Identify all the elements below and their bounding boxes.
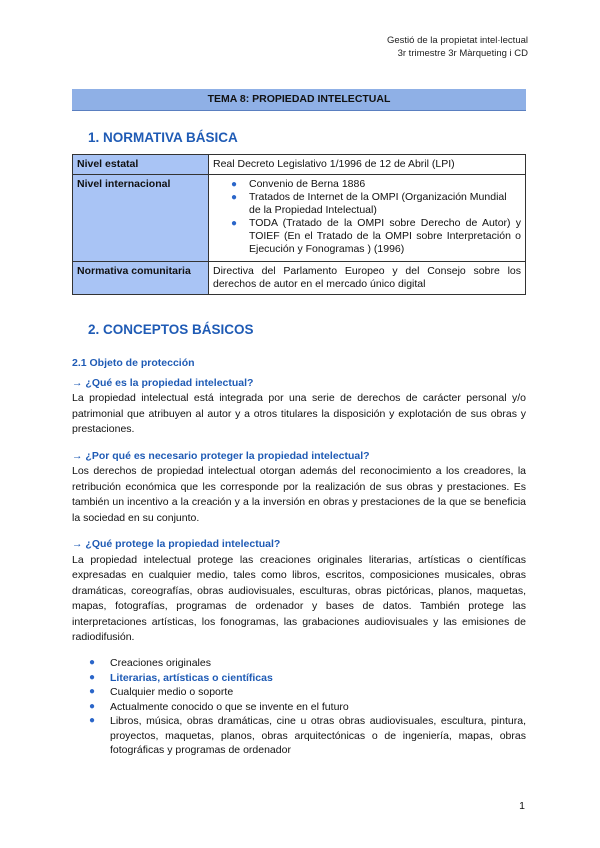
- bullet-icon: ●: [89, 700, 96, 712]
- list-item: [72, 700, 526, 715]
- list-item: [72, 714, 526, 758]
- table-row: [73, 155, 526, 175]
- question-heading: → ¿Por qué es necesario proteger la propiedad intelectual?: [72, 449, 370, 462]
- row-value: Real Decreto Legislativo 1/1996 de 12 de Abril (LPI): [209, 155, 526, 175]
- list-item: [227, 178, 521, 191]
- question-heading: → ¿Qué protege la propiedad intelectual?: [72, 538, 281, 550]
- list-item-text: Libros, música, obras dramáticas, cine u otras obras audiovisuales, escultura, pintura, proyectos, maquetas, planos, obras arquitectónicas o de ingeniería, mapas, obras fotográficas y programas de ordenador: [110, 715, 526, 756]
- row-value: [209, 175, 526, 262]
- question-heading: → ¿Qué es la propiedad intelectual?: [72, 376, 254, 389]
- bullet-icon: ●: [89, 671, 96, 683]
- paragraph: La propiedad intelectual está integrada por una serie de derechos de carácter personal y/o patrimonial que atribuyen al autor y a otros titulares la disposición y explotación de sus obras y prestaciones.: [72, 392, 526, 435]
- document-title: TEMA 8: PROPIEDAD INTELECTUAL: [72, 89, 526, 111]
- bullet-icon: ●: [89, 715, 96, 726]
- header-line-2: 3r trimestre 3r Màrqueting i CD: [397, 48, 528, 59]
- list-item-text: Cualquier medio o soporte: [110, 686, 234, 698]
- list-item-text: Literarias, artísticas o científicas: [110, 671, 273, 684]
- subsection-heading: 2.1 Objeto de protección: [72, 357, 195, 369]
- list-item-text: TODA (Tratado de la OMPI sobre Derecho de Autor) y TOIEF (En el Tratado de la OMPI sobre Interpretación o Ejecución y Fonogramas ) (1996): [249, 217, 521, 255]
- list-item-text: Creaciones originales: [110, 657, 211, 669]
- list-item-text: Tratados de Internet de la OMPI (Organización Mundial de la Propiedad Intelectual): [249, 191, 507, 216]
- table-row: [73, 175, 526, 262]
- page-number: 1: [519, 800, 525, 812]
- row-label: Normativa comunitaria: [73, 262, 209, 295]
- row-value: Directiva del Parlamento Europeo y del Consejo sobre los derechos de autor en el mercado único digital: [209, 262, 526, 295]
- bullet-icon: ●: [231, 218, 238, 229]
- list-item: [72, 671, 526, 686]
- paragraph: La propiedad intelectual protege las creaciones originales literarias, artísticas o científicas expresadas en cualquier medio, tales como libros, escritos, composiciones musicales, obras dramáticas, coreografías, obras audiovisuales, esculturas, obras pictóricas, planos, maquetas, mapas, fotografías, programas de ordenador y bases de datos. También protege las interpretaciones artísticas, los fonogramas, las grabaciones audiovisuales y las emisiones de radiodifusión.: [72, 553, 526, 643]
- table-row: [73, 262, 526, 295]
- section-2-body: [72, 356, 526, 646]
- section-1-heading: 1. NORMATIVA BÁSICA: [88, 130, 238, 145]
- row-label: Nivel estatal: [73, 155, 209, 175]
- bullet-icon: ●: [231, 179, 238, 190]
- bullet-icon: ●: [89, 657, 96, 668]
- row-label: Nivel internacional: [73, 175, 209, 262]
- page-header: [387, 34, 528, 60]
- normativa-table: [72, 154, 526, 295]
- list-item-text: Actualmente conocido o que se invente en el futuro: [110, 700, 349, 713]
- section-2-heading: 2. CONCEPTOS BÁSICOS: [88, 322, 254, 337]
- bullet-icon: ●: [231, 192, 238, 203]
- list-item: [72, 685, 526, 700]
- list-item: [227, 191, 521, 217]
- paragraph: Los derechos de propiedad intelectual otorgan además del reconocimiento a los creadores, la retribución económica que les corresponde por la realización de sus obras y prestaciones. Es también un incentivo a la creación y a la inversión en obras y prestaciones de la que se beneficia la sociedad en su conjunto.: [72, 465, 526, 524]
- bullet-icon: ●: [89, 686, 96, 697]
- list-item: [227, 217, 521, 256]
- list-item-text: Convenio de Berna 1886: [249, 178, 366, 190]
- concepts-list: [72, 656, 526, 758]
- header-line-1: Gestió de la propietat intel·lectual: [387, 35, 528, 46]
- list-item: [72, 656, 526, 671]
